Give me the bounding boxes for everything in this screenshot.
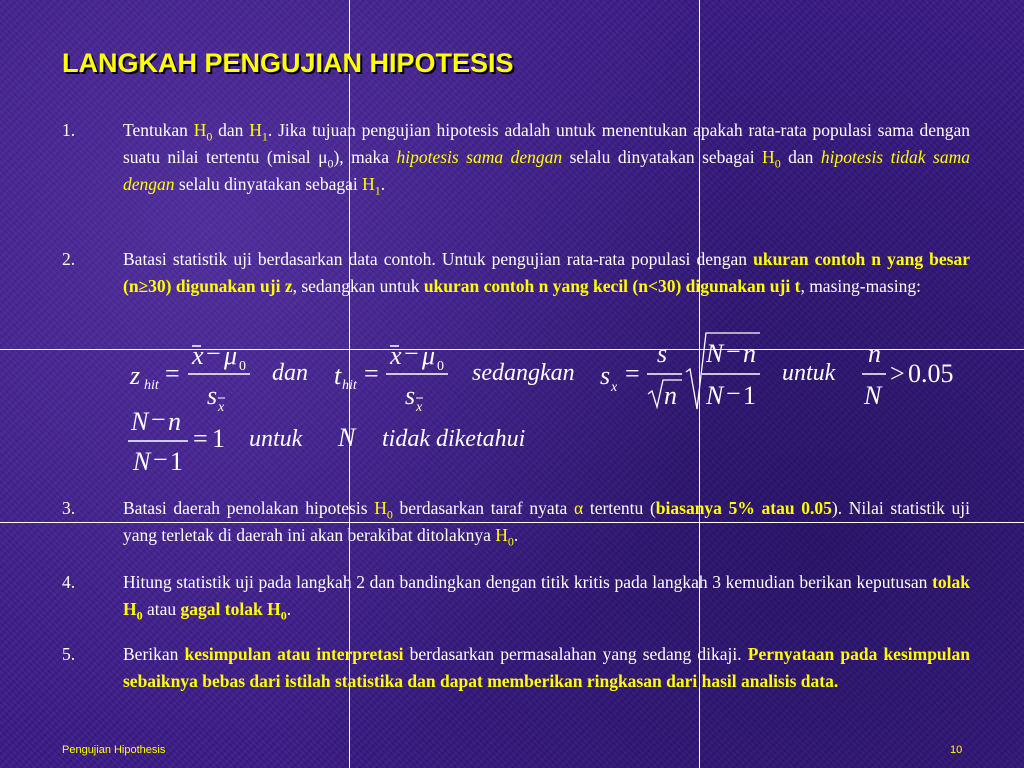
footer-title: Pengujian Hipothesis bbox=[62, 744, 166, 756]
reject-decision: tolak $H_0$ bbox=[123, 572, 970, 623]
step-number: 5. bbox=[62, 644, 76, 664]
formula-t-sub: hit bbox=[342, 378, 357, 393]
formula-untuk-1: untuk bbox=[782, 360, 836, 386]
formula-minus-6: − bbox=[153, 445, 168, 474]
typical-alpha: biasanya 5% atau 0.05 bbox=[655, 498, 832, 518]
grid-line-horizontal-1 bbox=[0, 349, 1024, 350]
formula-N-4: N bbox=[131, 407, 149, 436]
step-4 bbox=[62, 569, 970, 623]
fail-to-reject-decision: gagal tolak $H_0$ bbox=[180, 599, 287, 623]
formula-z: z bbox=[130, 361, 141, 390]
formula-t: t bbox=[334, 361, 342, 390]
hypothesis-not-equal-term: hipotesis tidak sama dengan bbox=[123, 147, 970, 194]
formula-one-1: 1 bbox=[743, 381, 756, 410]
formula-unknown: tidak diketahui bbox=[382, 426, 526, 452]
formula-minus-3: − bbox=[726, 337, 741, 366]
formula-limit: 0.05 bbox=[908, 359, 954, 388]
formula-mu-1: μ bbox=[224, 341, 238, 370]
large-sample-rule: ukuran contoh n yang besar (n≥30) digunakan uji z bbox=[123, 249, 970, 296]
formula-dan: dan bbox=[272, 360, 308, 386]
slide-title: LANGKAH PENGUJIAN HIPOTESIS bbox=[62, 48, 514, 78]
h1-symbol: $H_1$ bbox=[249, 120, 268, 144]
step-number: 4. bbox=[62, 572, 76, 592]
small-sample-rule: ukuran contoh n yang kecil (n<30) digunakan uji t bbox=[423, 276, 801, 296]
formula-minus-2: − bbox=[404, 339, 419, 368]
formula-mu-sub-2: 0 bbox=[437, 359, 444, 374]
formula-gt: > bbox=[890, 359, 905, 388]
formula-minus-4: − bbox=[726, 379, 741, 408]
formula-s-sub-2: x bbox=[416, 400, 423, 415]
step-text: Batasi statistik uji berdasarkan data contoh. Untuk pengujian rata-rata populasi dengan ukuran contoh n yang besar (n≥30) digunakan uji z, sedangkan untuk ukuran contoh n yang kecil (n<30) digunakan uji t, masing-masing: bbox=[123, 249, 970, 296]
formula-n-1: n bbox=[743, 339, 756, 368]
conclusion-term: kesimpulan atau interpretasi bbox=[184, 644, 404, 664]
step-text: Hitung statistik uji pada langkah 2 dan bandingkan dengan titik kritis pada langkah 3 kemudian berikan keputusan tolak $H_0$ atau gagal tolak $H_0$. bbox=[123, 572, 970, 623]
h0-symbol-2: $H_0$ bbox=[762, 147, 781, 171]
formula-s-3: s bbox=[657, 339, 668, 368]
formula-n-3: n bbox=[168, 407, 181, 436]
formula-one-2: 1 bbox=[170, 447, 183, 476]
formula-eq-1: = bbox=[165, 359, 180, 388]
h0-symbol: $H_0$ bbox=[374, 498, 393, 522]
step-2 bbox=[62, 246, 970, 300]
formula-s-1: s bbox=[207, 381, 218, 410]
formula-sx: s bbox=[600, 361, 611, 390]
conclusion-statement: Pernyataan pada kesimpulan sebaiknya bebas dari istilah statistika dan dapat memberikan ringkasan dari hasil analisis data. bbox=[123, 644, 971, 691]
formula-N-6: N bbox=[338, 423, 356, 452]
sqrt-fraction-sign bbox=[686, 333, 760, 409]
step-text: Batasi daerah penolakan hipotesis $H_0$ berdasarkan taraf nyata α tertentu (biasanya 5% atau 0.05). Nilai statistik uji yang terletak di daerah ini akan berakibat ditolaknya $H_0$. bbox=[123, 498, 971, 549]
formula-sx-sub: x bbox=[611, 380, 618, 395]
formula-mu-sub-1: 0 bbox=[239, 359, 246, 374]
step-number: 3. bbox=[62, 498, 76, 518]
alpha-symbol: α bbox=[574, 498, 584, 518]
formula-eq-3: = bbox=[625, 359, 640, 388]
formula-s-sub-1: x bbox=[218, 400, 225, 415]
h1-symbol-2: $H_1$ bbox=[362, 174, 381, 198]
step-number: 2. bbox=[62, 249, 76, 269]
step-1 bbox=[62, 117, 970, 198]
hypothesis-equal-term: hipotesis sama dengan bbox=[396, 147, 563, 167]
formula-z-sub: hit bbox=[144, 378, 159, 393]
formula-xbar-1: x bbox=[192, 341, 204, 370]
formula-xbar-2: x bbox=[390, 341, 402, 370]
formula-eq-2: = bbox=[364, 359, 379, 388]
formula-minus-5: − bbox=[151, 405, 166, 434]
formula-s-2: s bbox=[405, 381, 416, 410]
formula-untuk-2: untuk bbox=[249, 426, 303, 452]
formula-N-2: N bbox=[706, 381, 724, 410]
formula-N-1: N bbox=[706, 339, 724, 368]
formula-one-3: 1 bbox=[212, 424, 225, 453]
step-text: Berikan kesimpulan atau interpretasi berdasarkan permasalahan yang sedang dikaji. Pernyataan pada kesimpulan sebaiknya bebas dari istilah statistika dan dapat memberikan ringkasan dari hasil analisis data. bbox=[123, 644, 971, 691]
formula-n-2: n bbox=[868, 339, 881, 368]
step-5 bbox=[62, 641, 970, 695]
page-number: 10 bbox=[950, 744, 963, 756]
h0-symbol: $H_0$ bbox=[193, 120, 213, 144]
step-number: 1. bbox=[62, 120, 76, 140]
formula-N-3: N bbox=[864, 381, 882, 410]
h0-symbol-2: $H_0$ bbox=[495, 525, 514, 549]
formula-N-5: N bbox=[133, 447, 151, 476]
step-3 bbox=[62, 495, 970, 549]
formula-mu-2: μ bbox=[422, 341, 436, 370]
formula-sedangkan: sedangkan bbox=[472, 360, 575, 386]
sqrt-n-sign bbox=[648, 380, 682, 407]
formula-sqrt-n: n bbox=[664, 381, 677, 410]
formula-minus-1: − bbox=[206, 339, 221, 368]
formula-eq-4: = bbox=[193, 424, 208, 453]
step-text: Tentukan $H_0$ dan $H_1$. Jika tujuan pengujian hipotesis adalah untuk menentukan apakah rata-rata populasi sama dengan suatu nilai tertentu (misal $\mu_0$), maka hipotesis sama dengan selalu dinyatakan sebagai $H_0$ dan hipotesis tidak sama dengan selalu dinyatakan sebagai $H_1$. bbox=[123, 120, 970, 198]
